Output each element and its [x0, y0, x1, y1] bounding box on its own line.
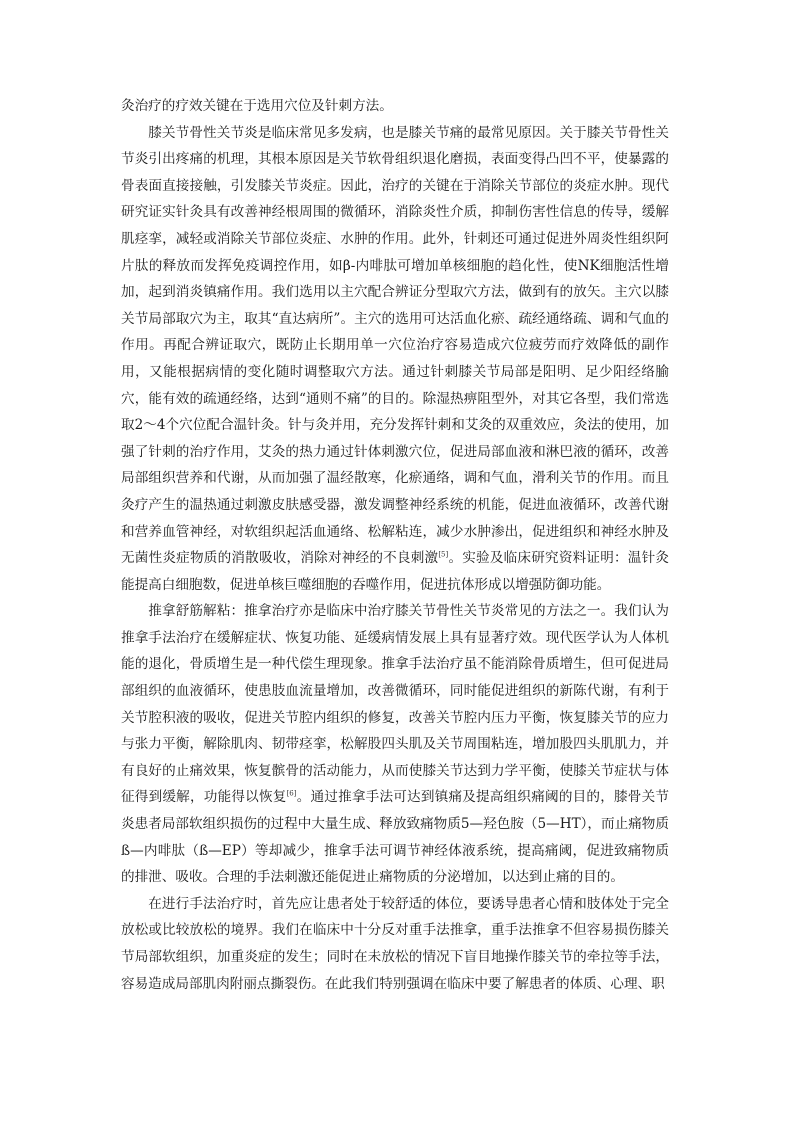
paragraph-manual-technique: [121, 891, 669, 997]
paragraph-continuation: [121, 93, 669, 120]
paragraph-text: 在进行手法治疗时，首先应让患者处于较舒适的体位，要诱导患者心情和肢体处于完全放松或比较放松的境界。我们在临床中十分反对重手法推拿，重手法推拿不但容易损伤膝关节局部软组织，加重炎症的发生；同时在未放松的情况下盲目地操作膝关节的牵拉等手法，容易造成局部肌肉附丽点撕裂伤。在此我们特别强调在临床中要了解患者的体质、心理、职: [121, 895, 669, 992]
citation-reference: [6]: [286, 789, 297, 798]
document-body: [121, 93, 669, 997]
paragraph-text-tail: 。实验及临床研究资料证明：温针灸能提高白细胞数，促进单核巨噬细胞的吞噬作用，促进抗体形成以增强防御功能。: [121, 550, 669, 593]
paragraph-text: 膝关节骨性关节炎是临床常见多发病，也是膝关节痛的最常见原因。关于膝关节骨性关节炎引出疼痛的机理，其根本原因是关节软骨组织退化磨损，表面变得凸凹不平，使暴露的骨表面直接接触，引发膝关节炎症。因此，治疗的关键在于消除关节部位的炎症水肿。现代研究证实针灸具有改善神经根周围的微循环，消除炎性介质，抑制伤害性信息的传导，缓解肌痉挛，减轻或消除关节部位炎症、水肿的作用。此外，针刺还可通过促进外周炎性组织阿片肽的释放而发挥免疫调控作用，如β-内啡肽可增加单核细胞的趋化性，使NK细胞活性增加，起到消炎镇痛作用。我们选用以主穴配合辨证分型取穴方法，做到有的放矢。主穴以膝关节局部取穴为主，取其“直达病所”。主穴的选用可达活血化瘀、疏经通络疏、调和气血的作用。再配合辨证取穴，既防止长期用单一穴位治疗容易造成穴位疲劳而疗效降低的副作用，又能根据病情的变化随时调整取穴方法。通过针刺膝关节局部是阳明、足少阳经络腧穴，能有效的疏通经络，达到“通则不痛”的目的。除湿热痹阻型外，对其它各型，我们常选取2～4个穴位配合温针灸。针与灸并用，充分发挥针刺和艾灸的双重效应，灸法的使用，加强了针刺的治疗作用，艾灸的热力通过针体刺激穴位，促进局部血液和淋巴液的循环，改善局部组织营养和代谢，从而加强了温经散寒，化瘀通络，调和气血，滑利关节的作用。而且灸疗产生的温热通过刺激皮肤感受器，激发调整神经系统的机能，促进血液循环，改善代谢和营养血管神经，对软组织起活血通络、松解粘连，减少水肿渗出，促进组织和神经水肿及无菌性炎症物质的消散吸收，消除对神经的不良刺激: [121, 124, 669, 567]
paragraph-massage-therapy: [121, 598, 669, 891]
paragraph-knee-osteoarthritis-acupuncture: [121, 120, 669, 599]
paragraph-text: 推拿舒筋解粘：推拿治疗亦是临床中治疗膝关节骨性关节炎常见的方法之一。我们认为推拿手法治疗在缓解症状、恢复功能、延缓病情发展上具有显著疗效。现代医学认为人体机能的退化，骨质增生是一种代偿生理现象。推拿手法治疗虽不能消除骨质增生，但可促进局部组织的血液循环，使患肢血流量增加，改善微循环，同时能促进组织的新陈代谢，有利于关节腔积液的吸收，促进关节腔内组织的修复，改善关节腔内压力平衡，恢复膝关节的应力与张力平衡，解除肌肉、韧带痉挛，松解股四头肌及关节周围粘连，增加股四头肌肌力，并有良好的止痛效果，恢复髌骨的活动能力，从而使膝关节达到力学平衡，使膝关节症状与体征得到缓解，功能得以恢复: [121, 603, 669, 806]
paragraph-text: 灸治疗的疗效关键在于选用穴位及针刺方法。: [121, 98, 393, 114]
citation-reference: [5]: [438, 550, 449, 559]
paragraph-text-tail: 。通过推拿手法可达到镇痛及提高组织痛阈的目的，膝骨关节炎患者局部软组织损伤的过程中大量生成、释放致痛物质5—羟色胺（5—HT），而止痛物质ß—内啡肽（ß—EP）等却减少，推拿手法可调节神经体液系统，提高痛阈，促进致痛物质的排泄、吸收。合理的手法刺激还能促进止痛物质的分泌增加，以达到止痛的目的。: [121, 789, 669, 886]
